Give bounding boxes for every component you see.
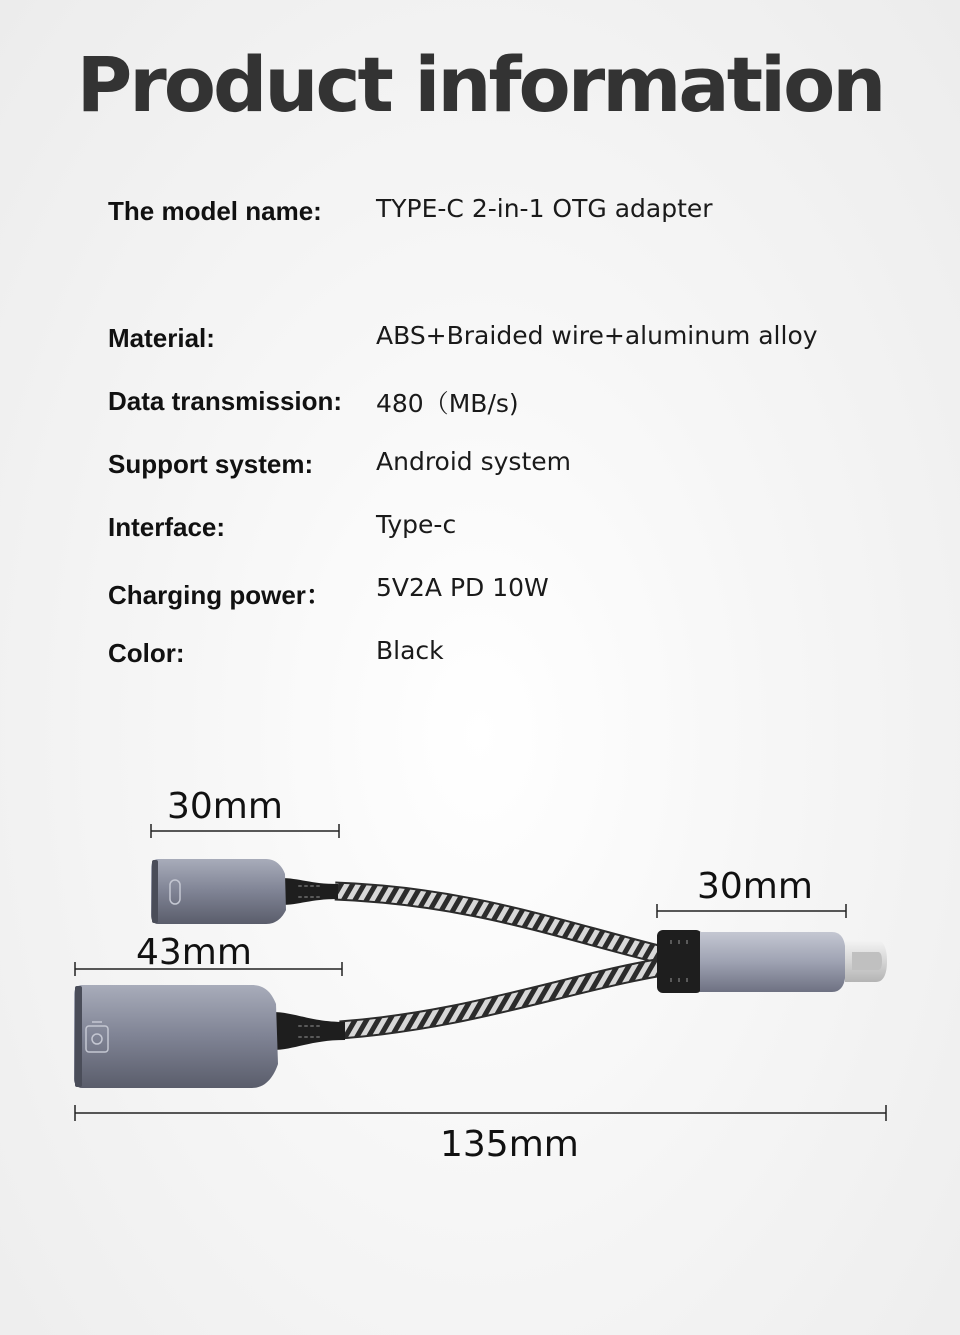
spec-label: Charging power： <box>108 580 332 610</box>
usb-a-female-connector <box>74 985 345 1088</box>
dimension-label-typec-port: 30mm <box>167 786 283 827</box>
typec-male-plug <box>657 930 887 993</box>
spec-label: Interface: <box>108 512 226 542</box>
spec-label: Material: <box>108 323 215 353</box>
dimension-label-typec-plug: 30mm <box>697 866 813 907</box>
braided-cable-lower-braid <box>340 967 662 1030</box>
spec-value: Black <box>376 636 444 665</box>
dimension-label-total: 135mm <box>440 1124 579 1165</box>
braided-cable-upper-braid <box>335 891 662 955</box>
typec-female-connector <box>151 859 338 924</box>
dimension-line-total <box>75 1105 886 1121</box>
spec-value: ABS+Braided wire+aluminum alloy <box>376 321 818 350</box>
spec-label: Color: <box>108 638 185 668</box>
dimension-label-usb-port: 43mm <box>136 932 252 973</box>
spec-value: 5V2A PD 10W <box>376 573 549 602</box>
spec-value: TYPE-C 2-in-1 OTG adapter <box>376 194 713 223</box>
spec-value: Android system <box>376 447 571 476</box>
spec-label: Support system: <box>108 449 314 479</box>
spec-value: Type-c <box>376 510 457 539</box>
spec-label: Data transmission: <box>108 386 343 416</box>
spec-value: 480（MB/s) <box>376 389 519 418</box>
spec-label: The model name: <box>108 196 322 226</box>
page-title: Product information <box>76 40 884 129</box>
